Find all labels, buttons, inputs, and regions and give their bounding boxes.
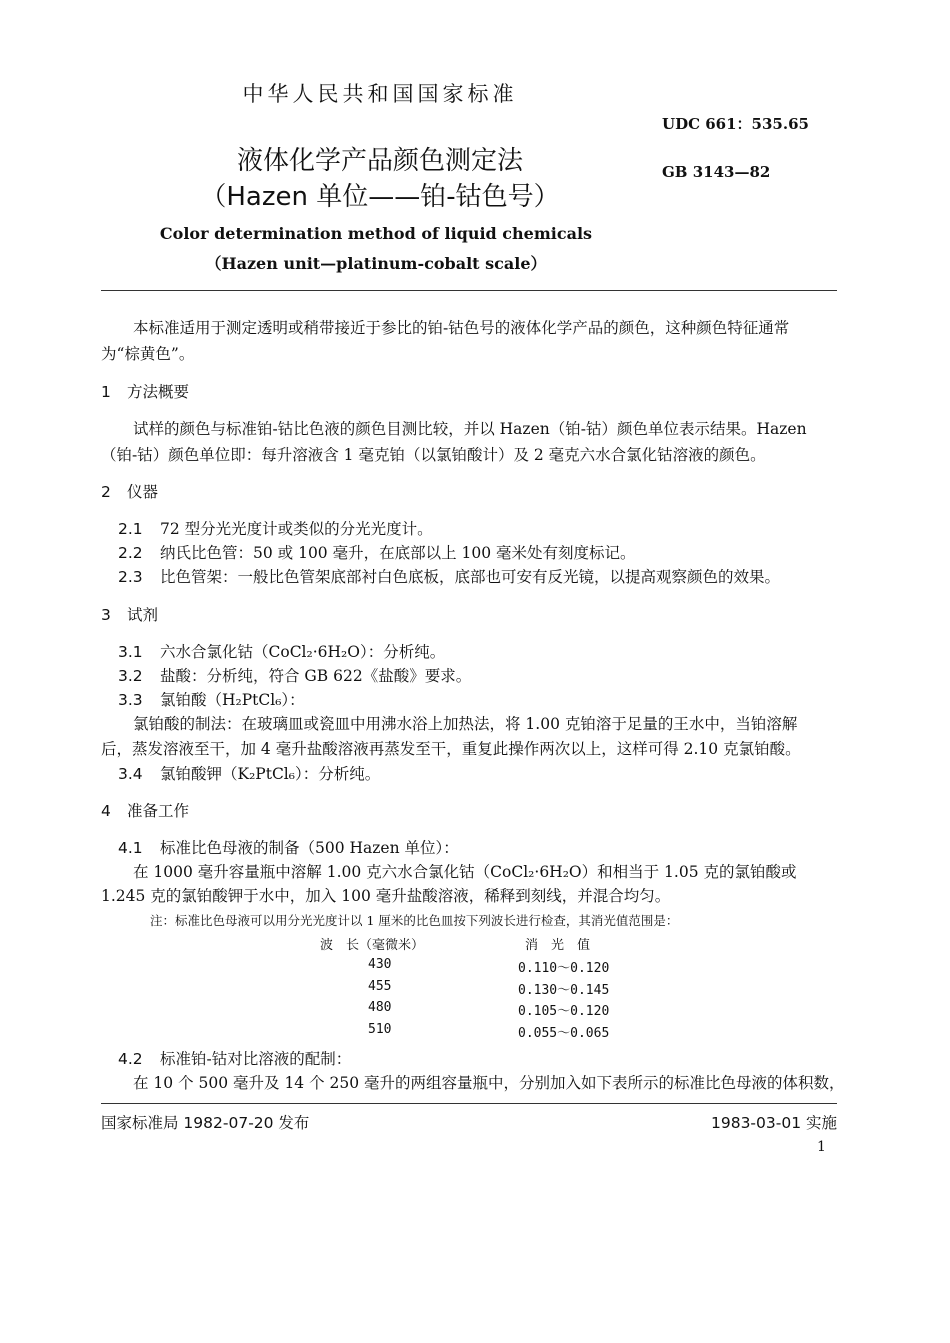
note: 注：标准比色母液可以用分光光度计以 1 厘米的比色皿按下列波长进行检查，其消光值范围是：: [150, 913, 679, 928]
section-number: 4: [101, 802, 111, 820]
table-cell-wavelength: 430: [368, 957, 392, 972]
table-cell-absorbance: 0.105～0.120: [518, 1004, 610, 1019]
section-number: 1: [101, 383, 111, 401]
item-text: 标准铂-钴对比溶液的配制：: [160, 1050, 352, 1068]
item-text: 盐酸：分析纯，符合 GB 622《盐酸》要求。: [160, 667, 472, 685]
title-en-line2: （Hazen unit—platinum-cobalt scale）: [205, 254, 547, 273]
stock-solution-line2: 1.245 克的氯铂酸钾于水中，加入 100 毫升盐酸溶液，稀释到刻线，并混合均匀。: [101, 887, 671, 905]
section-1-heading: [101, 380, 189, 402]
item-number: 3.2: [118, 667, 143, 685]
title-en-line1: Color determination method of liquid chemicals: [159, 224, 593, 243]
page-number: 1: [817, 1139, 826, 1155]
section-title: 方法概要: [127, 383, 190, 401]
table-cell-absorbance: 0.130～0.145: [518, 983, 610, 998]
item-text: 氯铂酸（H₂PtCl₆）：: [160, 691, 305, 709]
item-number: 4.1: [118, 839, 143, 857]
table-cell-absorbance: 0.110～0.120: [518, 961, 610, 976]
section-title: 试剂: [127, 606, 159, 624]
gb-number: GB 3143—82: [662, 163, 771, 181]
comparison-solution-line1: 在 10 个 500 毫升及 14 个 250 毫升的两组容量瓶中，分别加入如下表所示的标准比色母液的体积数，: [133, 1074, 845, 1092]
section-1-line2: （铂-钴）颜色单位即：每升溶液含 1 毫克铂（以氯铂酸计）及 2 毫克六水合氯化钴溶液的颜色。: [101, 446, 766, 464]
item-text: 比色管架：一般比色管架底部衬白色底板，底部也可安有反光镜，以提高观察颜色的效果。: [160, 568, 781, 586]
item-2-1: [118, 517, 433, 539]
udc-code: UDC 661：535.65: [662, 115, 809, 133]
section-3-heading: [101, 603, 158, 625]
title-zh-line1: 液体化学产品颜色测定法: [236, 146, 523, 176]
section-title: 仪器: [127, 483, 159, 501]
header-rule: [101, 290, 837, 291]
national-standard-heading: 中华人民共和国国家标准: [242, 82, 518, 106]
item-4-2: [118, 1047, 351, 1069]
intro-line1: 本标准适用于测定透明或稍带接近于参比的铂-钴色号的液体化学产品的颜色，这种颜色特征通常: [133, 319, 790, 337]
effective-date: 1983-03-01 实施: [710, 1114, 837, 1132]
table-cell-wavelength: 455: [368, 979, 392, 994]
footer-rule: [101, 1103, 837, 1104]
item-4-1: [118, 836, 459, 858]
intro-line2: 为“棕黄色”。: [101, 345, 195, 363]
item-text: 纳氏比色管：50 或 100 毫升，在底部以上 100 毫米处有刻度标记。: [160, 544, 636, 562]
chloroplatinic-prep-line2: 后，蒸发溶液至干，加 4 毫升盐酸溶液再蒸发至干，重复此操作两次以上，这样可得 2.10 克氯铂酸。: [101, 740, 801, 758]
section-2-heading: [101, 480, 158, 502]
table-cell-wavelength: 480: [368, 1000, 392, 1015]
issue-date: 国家标准局 1982-07-20 发布: [101, 1114, 310, 1132]
item-number: 3.3: [118, 691, 143, 709]
section-title: 准备工作: [127, 802, 190, 820]
table-header-wavelength: 波 长（毫微米）: [320, 938, 425, 953]
item-number: 2.3: [118, 568, 143, 586]
section-number: 2: [101, 483, 111, 501]
item-text: 标准比色母液的制备（500 Hazen 单位）：: [160, 839, 459, 857]
item-3-1: [118, 640, 445, 662]
item-3-2: [118, 664, 471, 686]
item-2-2: [118, 541, 636, 563]
section-number: 3: [101, 606, 111, 624]
item-3-4: [118, 762, 380, 784]
table-cell-wavelength: 510: [368, 1022, 392, 1037]
item-number: 2.2: [118, 544, 143, 562]
section-1-line1: 试样的颜色与标准铂-钴比色液的颜色目测比较，并以 Hazen（铂-钴）颜色单位表示结果。Hazen: [133, 420, 807, 438]
item-number: 4.2: [118, 1050, 143, 1068]
item-text: 氯铂酸钾（K₂PtCl₆）：分析纯。: [160, 765, 381, 783]
item-number: 3.1: [118, 643, 143, 661]
chloroplatinic-prep-line1: 氯铂酸的制法：在玻璃皿或瓷皿中用沸水浴上加热法，将 1.00 克铂溶于足量的王水中，当铂溶解: [133, 715, 798, 733]
title-zh-line2: （Hazen 单位——铂-钴色号）: [200, 182, 560, 212]
table-cell-absorbance: 0.055～0.065: [518, 1026, 610, 1041]
stock-solution-line1: 在 1000 毫升容量瓶中溶解 1.00 克六水合氯化钴（CoCl₂·6H₂O）和相当于 1.05 克的氯铂酸或: [133, 863, 797, 881]
item-text: 六水合氯化钴（CoCl₂·6H₂O）：分析纯。: [160, 643, 446, 661]
section-4-heading: [101, 799, 189, 821]
item-2-3: [118, 565, 780, 587]
item-number: 3.4: [118, 765, 143, 783]
item-3-3: [118, 688, 305, 710]
table-header-absorbance: 消 光 值: [525, 938, 591, 953]
item-number: 2.1: [118, 520, 143, 538]
item-text: 72 型分光光度计或类似的分光光度计。: [160, 520, 433, 538]
